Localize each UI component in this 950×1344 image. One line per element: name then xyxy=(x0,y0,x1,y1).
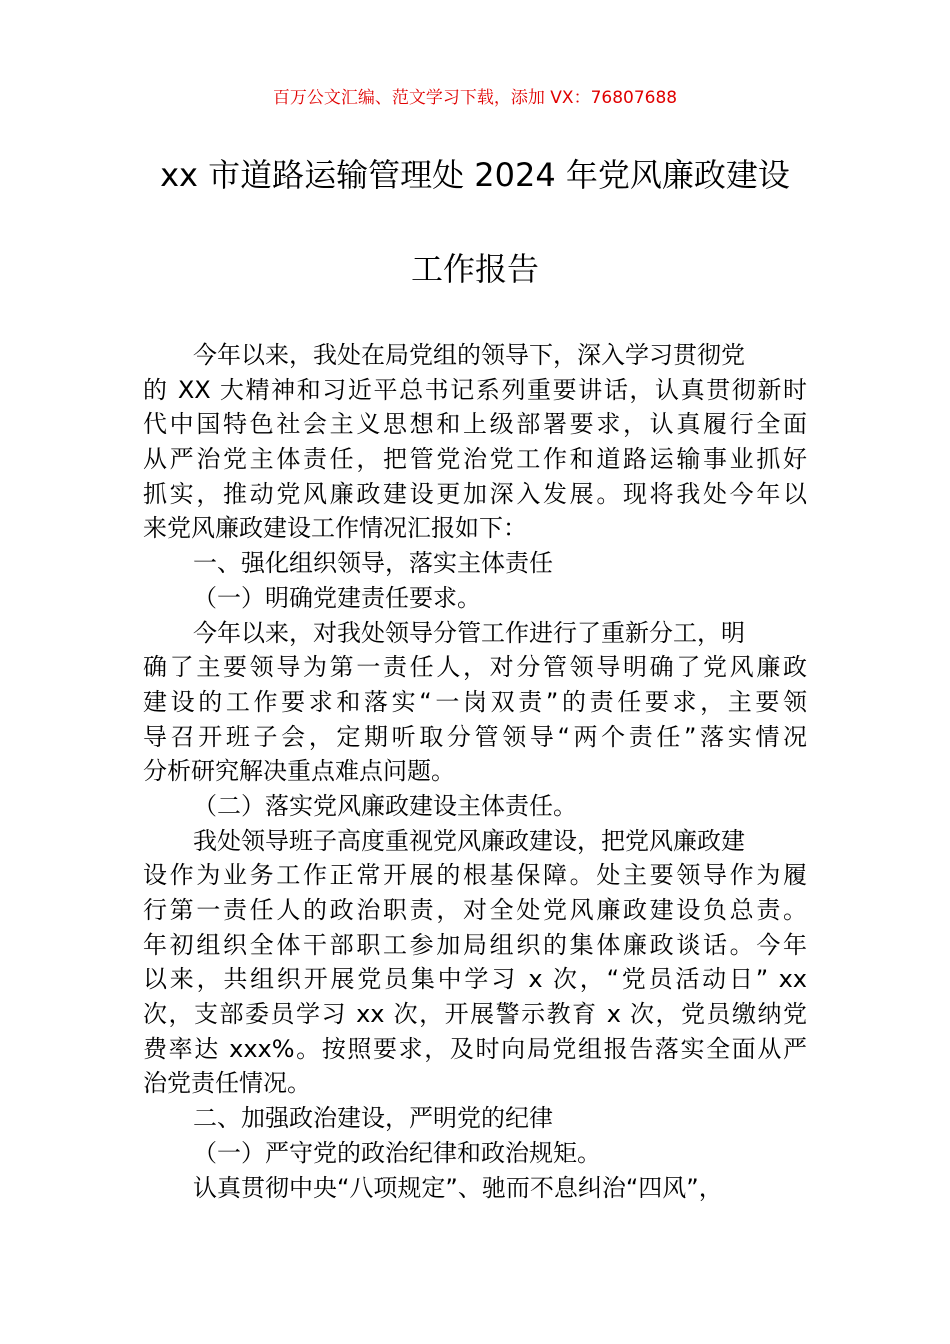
paragraph-line: 我处领导班子高度重视党风廉政建设，把党风廉政建 xyxy=(193,826,745,855)
subsection-heading: （一）明确党建责任要求。 xyxy=(193,583,481,612)
watermark-text: 百万公文汇编、范文学习下载，添加 VX：76807688 xyxy=(272,88,678,108)
paragraph-line: 以来，共组织开展党员集中学习 x 次，“党员活动日” xx xyxy=(143,965,807,994)
subsection-heading: （一）严守党的政治纪律和政治规矩。 xyxy=(193,1138,601,1167)
paragraph-line: 确了主要领导为第一责任人，对分管领导明确了党风廉政 xyxy=(143,653,807,682)
paragraph-line: 设作为业务工作正常开展的根基保障。处主要领导作为履 xyxy=(143,861,807,890)
paragraph-line: 的 XX 大精神和习近平总书记系列重要讲话，认真贯彻新时 xyxy=(143,375,807,404)
paragraph-line: 导召开班子会，定期听取分管领导“两个责任”落实情况 xyxy=(143,722,807,751)
title-line-2: 工作报告 xyxy=(410,250,539,288)
paragraph-line: 费率达 xxx%。按照要求，及时向局党组报告落实全面从严 xyxy=(143,1034,807,1063)
paragraph-line: 抓实，推动党风廉政建设更加深入发展。现将我处今年以 xyxy=(143,479,807,508)
paragraph-line: 代中国特色社会主义思想和上级部署要求，认真履行全面 xyxy=(143,410,807,439)
paragraph-line: 来党风廉政建设工作情况汇报如下： xyxy=(143,514,527,543)
paragraph-line: 认真贯彻中央“八项规定”、驰而不息纠治“四风”， xyxy=(193,1173,723,1202)
section-heading: 二、加强政治建设，严明党的纪律 xyxy=(193,1104,553,1133)
paragraph-line: 建设的工作要求和落实“一岗双责”的责任要求，主要领 xyxy=(143,687,807,716)
paragraph-line: 次，支部委员学习 xx 次，开展警示教育 x 次，党员缴纳党 xyxy=(143,1000,807,1029)
subsection-heading: （二）落实党风廉政建设主体责任。 xyxy=(193,791,577,820)
report-body xyxy=(143,338,807,1205)
paragraph-line: 分析研究解决重点难点问题。 xyxy=(143,757,455,786)
paragraph-line: 从严治党主体责任，把管党治党工作和道路运输事业抓好 xyxy=(143,445,807,474)
paragraph-line: 年初组织全体干部职工参加局组织的集体廉政谈话。今年 xyxy=(143,930,807,959)
paragraph-line: 治党责任情况。 xyxy=(143,1069,311,1098)
paragraph-line: 今年以来，对我处领导分管工作进行了重新分工，明 xyxy=(193,618,745,647)
section-heading: 一、强化组织领导，落实主体责任 xyxy=(193,549,553,578)
title-line-1: xx 市道路运输管理处 2024 年党风廉政建设 xyxy=(160,156,790,194)
paragraph-line: 行第一责任人的政治职责，对全处党风廉政建设负总责。 xyxy=(143,896,807,924)
paragraph-line: 今年以来，我处在局党组的领导下，深入学习贯彻党 xyxy=(193,341,745,369)
